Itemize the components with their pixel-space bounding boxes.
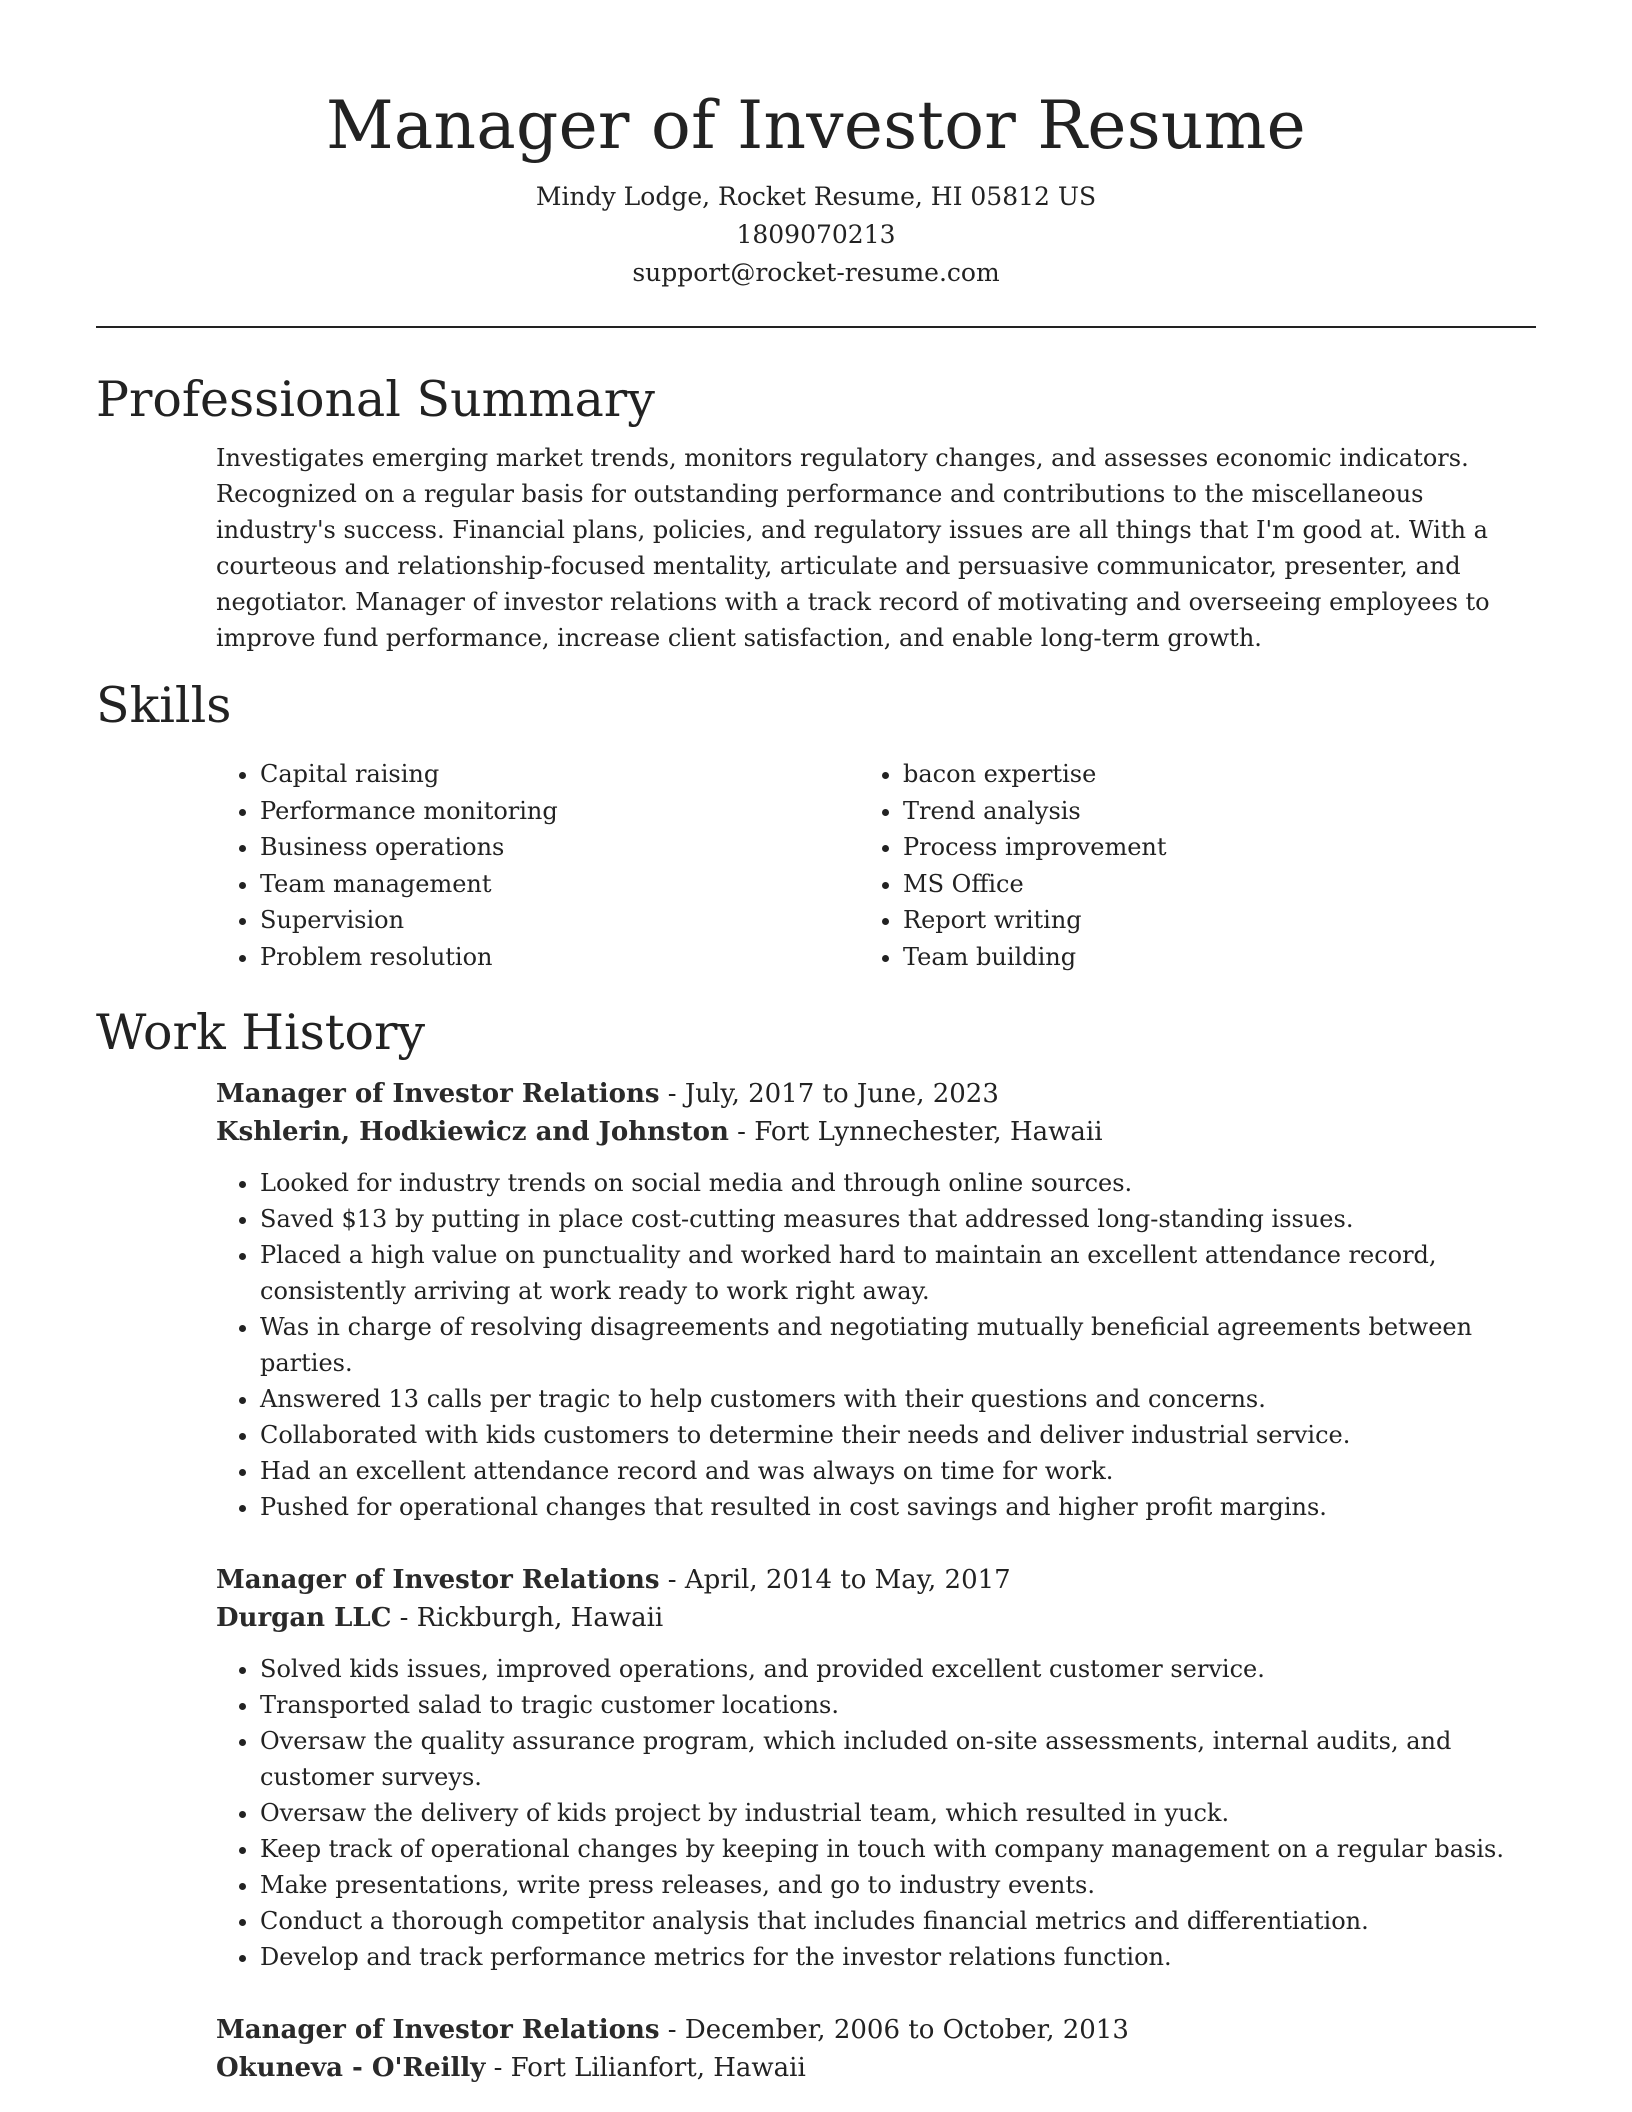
resume-page [96, 0, 1536, 2087]
job-location: - Rickburgh, Hawaii [391, 1603, 664, 1633]
job-bullet: • Answered 13 calls per tragic to help customers with their questions and concerns. [260, 1381, 1536, 1417]
job-bullet: • Oversaw the quality assurance program, which included on-site assessments, internal audits, and customer surveys. [260, 1723, 1536, 1795]
job-location: - Fort Lynnechester, Hawaii [728, 1117, 1103, 1147]
job-company: Durgan LLC [216, 1603, 392, 1633]
job-dates: - July, 2017 to June, 2023 [659, 1079, 999, 1109]
skill-item: • Supervision [260, 902, 893, 939]
job-title-line [216, 1075, 1536, 1113]
job-bullet: • Oversaw the delivery of kids project by industrial team, which resulted in yuck. [260, 1795, 1536, 1831]
job-title-line [216, 1561, 1536, 1599]
job-bullet: • Make presentations, write press releases, and go to industry events. [260, 1867, 1536, 1903]
contact-email: support@rocket-resume.com [632, 258, 1000, 287]
job-bullet: • Transported salad to tragic customer locations. [260, 1687, 1536, 1723]
job-bullet: • Pushed for operational changes that resulted in cost savings and higher profit margins. [260, 1489, 1536, 1525]
job-bullet: • Had an excellent attendance record and was always on time for work. [260, 1453, 1536, 1489]
skill-item: • Performance monitoring [260, 793, 893, 830]
skills-column-left [216, 756, 893, 975]
contact-address: Mindy Lodge, Rocket Resume, HI 05812 US [535, 182, 1097, 211]
job-bullet: • Placed a high value on punctuality and worked hard to maintain an excellent attendance record, consistently arriving at work ready to work right away. [260, 1237, 1536, 1309]
skill-item: • Business operations [260, 829, 893, 866]
job-entry [216, 2011, 1536, 2087]
summary-text: Investigates emerging market trends, monitors regulatory changes, and assesses economic indicators. Recognized on a regular basis for outstanding performance and contributions to the miscellaneous industry's success. Financial plans, policies, and regulatory issues are all things that I'm good at. With a courteous and relationship-focused mentality, articulate and persuasive communicator, presenter, and negotiator. Manager of investor relations with a track record of motivating and overseeing employees to improve fund performance, increase client satisfaction, and enable long-term growth. [216, 444, 1490, 652]
job-entry [216, 1075, 1536, 1525]
job-title-line [216, 2011, 1536, 2049]
job-bullet: • Was in charge of resolving disagreements and negotiating mutually beneficial agreements between parties. [260, 1309, 1536, 1381]
job-entry [216, 1561, 1536, 1975]
contact-block [96, 178, 1536, 292]
job-company-line [216, 1113, 1536, 1151]
job-bullet: • Collaborated with kids customers to determine their needs and deliver industrial service. [260, 1417, 1536, 1453]
job-location: - Fort Lilianfort, Hawaii [485, 2053, 806, 2083]
resume-title: Manager of Investor Resume [326, 87, 1306, 164]
job-title: Manager of Investor Relations [216, 1079, 660, 1109]
skill-item: • Problem resolution [260, 939, 893, 976]
summary-heading: Professional Summary [96, 371, 655, 428]
skill-item: • Team building [903, 939, 1536, 976]
job-bullet: • Saved $13 by putting in place cost-cutting measures that addressed long-standing issues. [260, 1201, 1536, 1237]
skill-item: • Report writing [903, 902, 1536, 939]
work-history-heading: Work History [96, 1004, 426, 1061]
job-company: Kshlerin, Hodkiewicz and Johnston [216, 1117, 729, 1147]
job-company-line [216, 1599, 1536, 1637]
contact-phone: 1809070213 [736, 220, 896, 249]
job-bullet: • Looked for industry trends on social media and through online sources. [260, 1165, 1536, 1201]
job-bullet: • Develop and track performance metrics for the investor relations function. [260, 1939, 1536, 1975]
skill-item: • Trend analysis [903, 793, 1536, 830]
skills-heading: Skills [96, 677, 232, 734]
job-company-line [216, 2049, 1536, 2087]
skill-item: • Capital raising [260, 756, 893, 793]
skills-list [216, 756, 1536, 975]
skills-column-right [893, 756, 1536, 975]
job-bullet: • Solved kids issues, improved operations, and provided excellent customer service. [260, 1651, 1536, 1687]
job-dates: - December, 2006 to October, 2013 [659, 2015, 1129, 2045]
skill-item: • Process improvement [903, 829, 1536, 866]
job-dates: - April, 2014 to May, 2017 [659, 1565, 1011, 1595]
job-bullets [216, 1651, 1536, 1975]
skill-item: • bacon expertise [903, 756, 1536, 793]
job-title: Manager of Investor Relations [216, 1565, 660, 1595]
job-bullet: • Keep track of operational changes by keeping in touch with company management on a regular basis. [260, 1831, 1536, 1867]
job-title: Manager of Investor Relations [216, 2015, 660, 2045]
job-company: Okuneva - O'Reilly [216, 2053, 486, 2083]
skill-item: • MS Office [903, 866, 1536, 903]
skill-item: • Team management [260, 866, 893, 903]
header-divider [96, 326, 1536, 328]
job-bullets [216, 1165, 1536, 1525]
job-bullet: • Conduct a thorough competitor analysis that includes financial metrics and differentiation. [260, 1903, 1536, 1939]
